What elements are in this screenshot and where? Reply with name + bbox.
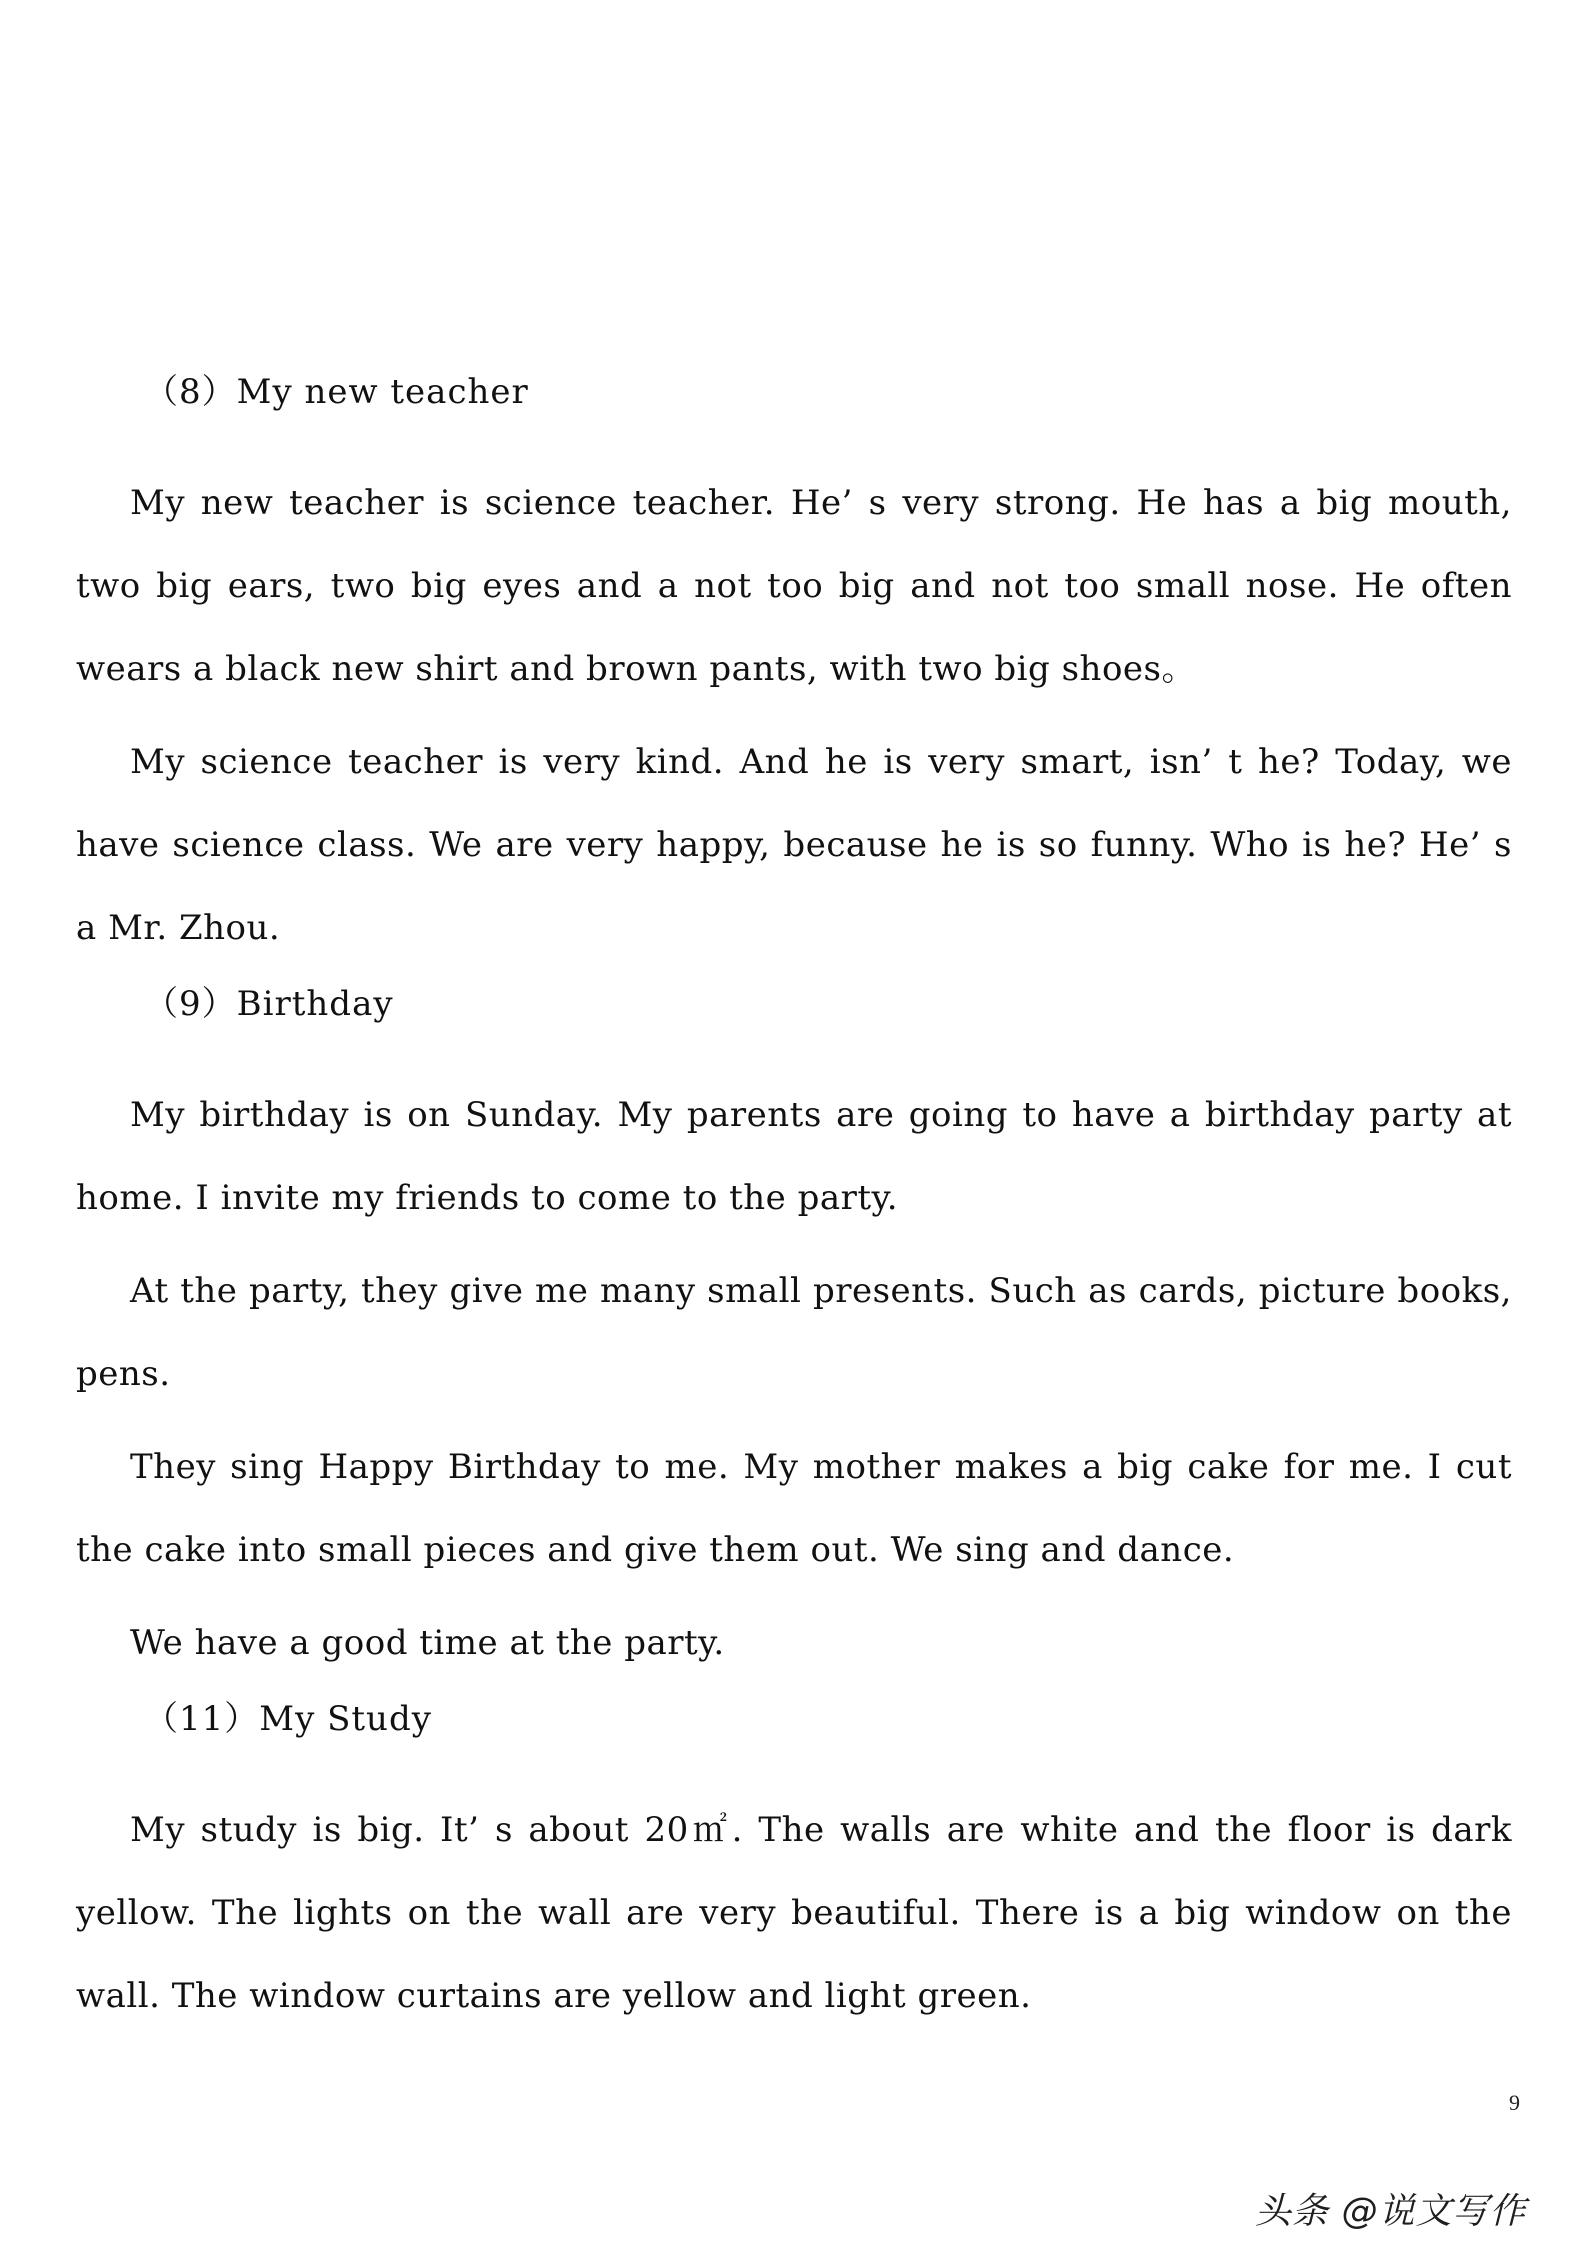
section-heading-birthday: （9）Birthday [144, 984, 394, 1024]
paragraph: My birthday is on Sunday. My parents are going to have a birthday party at home. I invite my friends to come to the party. [76, 1095, 1512, 1218]
section-heading-my-study: （11）My Study [144, 1699, 432, 1739]
paragraph: My study is big. It’ s about 20㎡. The walls are white and the floor is dark yellow. The lights on the wall are very beautiful. There is a big window on the wall. The window curtains are yellow and light green. [76, 1810, 1512, 2016]
section-heading-my-new-teacher: （8）My new teacher [144, 372, 529, 412]
page-number: 9 [1509, 2090, 1520, 2115]
watermark: 头条 @说文写作 [1255, 2191, 1527, 2232]
paragraph: We have a good time at the party. [130, 1623, 725, 1663]
paragraph: At the party, they give me many small presents. Such as cards, picture books, pens. [76, 1271, 1512, 1394]
paragraph: My science teacher is very kind. And he is very smart, isn’ t he? Today, we have science class. We are very happy, because he is so funny. Who is he? He’ s a Mr. Zhou. [76, 742, 1512, 948]
document-body [76, 368, 1512, 2048]
paragraph: They sing Happy Birthday to me. My mother makes a big cake for me. I cut the cake into small pieces and give them out. We sing and dance. [76, 1447, 1512, 1570]
paragraph: My new teacher is science teacher. He’ s very strong. He has a big mouth, two big ears, two big eyes and a not too big and not too small nose. He often wears a black new shirt and brown pants, with two big shoes。 [76, 483, 1512, 689]
